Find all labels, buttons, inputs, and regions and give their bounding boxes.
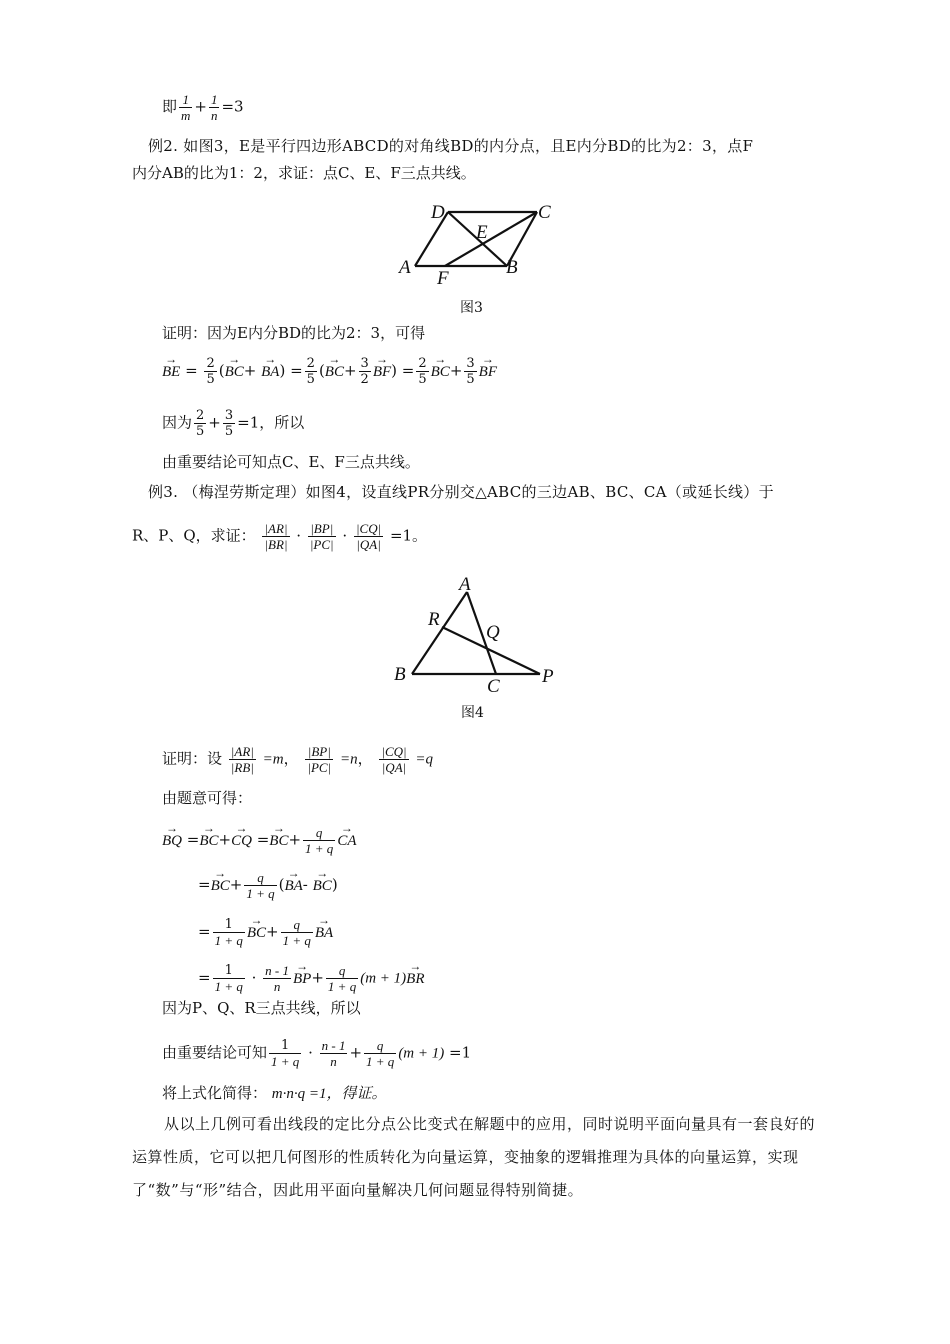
figure-4-caption: 图4 — [461, 705, 484, 721]
label-F: F — [437, 268, 449, 289]
example3-line1: 例3. （梅涅劳斯定理）如图4，设直线PR分别交△ABC的三边AB、BC、CA（或延长线）于 — [148, 483, 774, 501]
example2-line1: 例2. 如图3，E是平行四边形ABCD的对角线BD的内分点，且E内分BD的比为2：3，点F — [148, 137, 754, 155]
example3-simplify: 将上式化简得： m·n·q =1，得证。 — [162, 1084, 387, 1102]
example3-by-meaning: 由题意可得： — [162, 789, 253, 807]
equation-1m-1n: 即 $\frac{1}{m}$ + $\frac{1}{n}$ =3 — [162, 92, 244, 123]
figure-3-parallelogram — [395, 198, 565, 290]
example2-because: 因为 $\frac{2}{5}$ + $\frac{3}{5}$ =1，所以 — [162, 408, 305, 439]
derivation-line-1: → BQ =→ BC+→ CQ =→ BC+ $\frac{q}{1 + q}$ → CA — [162, 825, 356, 856]
label-B: B — [506, 257, 518, 278]
label-A: A — [399, 257, 411, 278]
example2-vector-equation: → BE = $\frac{2}{5}$ (→ BC+ → BA) = $\frac{2}{5}$ (→ BC+ $\frac{3}{2}$ → BF) = $\frac{2}{5}$ → BC+ $\frac{3}{5}$ → BF — [162, 356, 497, 387]
label-C: C — [487, 676, 500, 696]
summary-paragraph: 从以上几例可看出线段的定比分点公比变式在解题中的应用，同时说明平面向量具有一套良好的运算性质，它可以把几何图形的性质转化为向量运算，变抽象的逻辑推理为具体的向量运算，实现了“数”与“形”结合，因此用平面向量解决几何问题显得特别简捷。 — [132, 1115, 816, 1199]
example2-proof-intro: 证明：因为E内分BD的比为2：3，可得 — [162, 324, 426, 342]
figure-4-menelaus — [390, 574, 565, 696]
label-A: A — [459, 574, 471, 595]
label-C: C — [538, 202, 551, 223]
example3-known: 由重要结论可知 $\frac{1}{1 + q}$ · $\frac{n - 1}{n}$ + $\frac{q}{1 + q}$ (m + 1) =1 — [162, 1038, 472, 1069]
derivation-line-2: =→ BC+ $\frac{q}{1 + q}$ (→ BA- → BC) — [198, 870, 338, 901]
label-B: B — [394, 664, 406, 685]
label-D: D — [431, 202, 445, 223]
label-Q: Q — [486, 622, 500, 643]
label-R: R — [428, 609, 440, 630]
example3-collinear: 因为P、Q、R三点共线，所以 — [162, 999, 361, 1017]
figure-3-caption: 图3 — [460, 300, 483, 316]
derivation-line-4: = $\frac{1}{1 + q}$ · $\frac{n - 1}{n}$ → BP+ $\frac{q}{1 + q}$ (m + 1)→ BR — [198, 963, 424, 994]
example2-conclusion: 由重要结论可知点C、E、F三点共线。 — [162, 453, 420, 471]
label-P: P — [542, 666, 554, 687]
derivation-line-3: = $\frac{1}{1 + q}$ → BC+ $\frac{q}{1 + q}$ → BA — [198, 917, 333, 948]
label-E: E — [476, 222, 488, 243]
example2-line2: 内分AB的比为1：2，求证：点C、E、F三点共线。 — [132, 164, 476, 182]
example3-line2: R、P、Q，求证： $\frac{|AR|}{|BR|}$ · $\frac{|BP|}{|PC|}$ · $\frac{|CQ|}{|QA|}$ =1。 — [132, 521, 428, 552]
example3-proof-setup: 证明：设 $\frac{|AR|}{|RB|}$ =m， $\frac{|BP|}{|PC|}$ =n， $\frac{|CQ|}{|QA|}$ =q — [162, 744, 433, 775]
